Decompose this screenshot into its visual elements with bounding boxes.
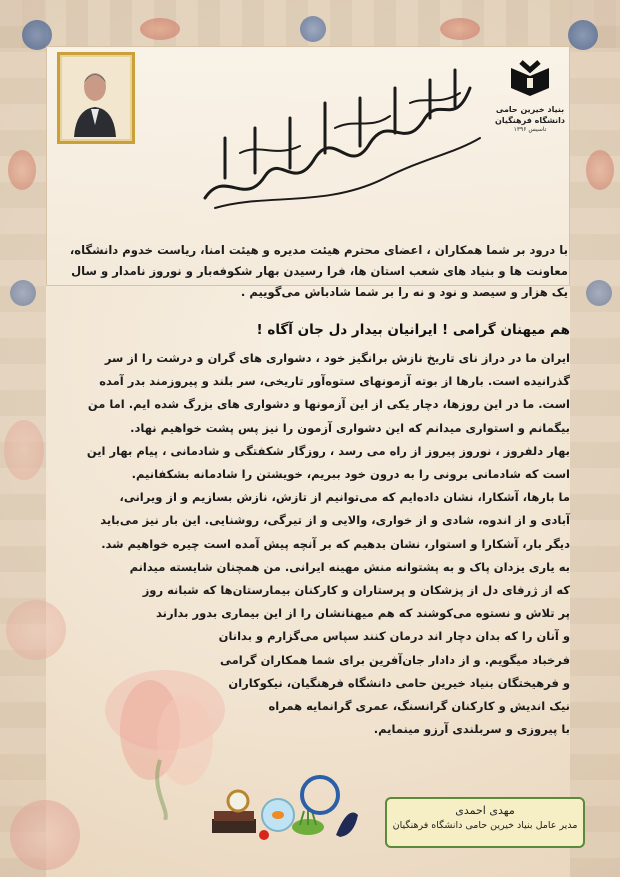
calligraphy-prayer (185, 58, 485, 218)
body-line: پر تلاش و نستوه می‌کوشند که هم میهنانشان را از این بیماری بدور بدارند (156, 606, 570, 621)
body-line: گذرانیده است. بارها از بوته آزمونهای ستوه‌آور تاریخی، سر بلند و پیروزمند بدر آمده (99, 374, 570, 389)
body-line: بهار دلفروز ، نوروز پیروز از راه می رسد ، روزگار شکفتگی و شادمانی ، پیام بهار این (86, 443, 570, 458)
border-ornament (10, 280, 36, 306)
intro-line: یک هزار و سیصد و نود و نه را بر شما شادباش می‌گوییم . (240, 285, 568, 299)
intro-line: معاونت ها و بنیاد های شعب استان ها، فرا رسیدن بهار شکوفه‌بار و نوروز نامدار و سال (71, 264, 568, 278)
border-ornament (300, 16, 326, 42)
body-line: ما بارها، آشکارا، نشان داده‌ایم که می‌توانیم از تازش، نازش بسازیم و از ویرانی، (119, 490, 570, 505)
haftsin-illustration (208, 765, 368, 845)
body-line: بیگمانم و استواری میدانم که این دشواری آزمون را نیز پس پشت خواهیم نهاد. (130, 420, 570, 435)
body-line: است. ما در این روزها، دچار یکی از این آزمونها و دشواری های بزرگ شده ایم. اما من (87, 397, 570, 412)
border-ornament (8, 150, 36, 190)
border-ornament (140, 18, 180, 40)
signature-box (385, 797, 585, 848)
body-line: نیک اندیش و کارکنان گرانسنگ، عمری گرانمایه همراه (268, 699, 570, 714)
book-logo-icon (507, 58, 553, 98)
border-ornament (10, 800, 80, 870)
border-ornament (568, 20, 598, 50)
body-line: است که شادمانی برونی را به درون خود ببریم، خویشتن را شادمانه بشکفانیم. (131, 467, 570, 482)
ornamental-border-right (570, 0, 620, 877)
body-line: ایران ما در دراز نای تاریخ نازش برانگیز خود ، دشواری های گران و درشت را از سر (104, 351, 570, 365)
signatory-name: مهدی احمدی (455, 804, 515, 817)
person-icon (74, 65, 116, 137)
message-heading: هم میهنان گرامی ! ایرانیان بیدار دل جان آگاه ! (256, 322, 570, 338)
signatory-title: مدیر عامل بنیاد خیرین حامی دانشگاه فرهنگیان (392, 820, 578, 831)
border-ornament (586, 280, 612, 306)
border-ornament (4, 420, 44, 480)
body-line: فرخباد میگویم. و از دادار جان‌آفرین برای شما همکاران گرامی (220, 652, 570, 667)
intro-paragraph (58, 240, 568, 303)
foundation-logo (494, 58, 566, 146)
body-line: دیگر بار، آشکارا و استوار، نشان بدهیم که بر آنچه پیش آمده است چیره خواهیم شد. (101, 536, 570, 551)
border-ornament (586, 150, 614, 190)
body-line: آبادی و از اندوه، شادی و از خواری، والایی و از تیرگی، روشنایی. این بار نیز می‌باید (100, 513, 570, 528)
intro-line: با درود بر شما همکاران ، اعضای محترم هیئت مدیره و هیئت امنا، ریاست خدوم دانشگاه، (69, 243, 568, 257)
body-line: به یاری یزدان پاک و به پشتوانه منش مهینه ایرانی. من همچنان شایسته میدانم (129, 559, 570, 574)
body-line: و آنان را که بدان دچار اند درمان کنند سپاس می‌گزارم و بدانان (218, 629, 570, 644)
body-line: که از ژرفای دل از پزشکان و پرستاران و کارکنان بیمارستان‌ها که شبانه روز (142, 583, 570, 598)
logo-text: بنیاد خیرین حامی دانشگاه فرهنگیان (495, 105, 565, 125)
border-ornament (6, 600, 66, 660)
body-line: با پیروزی و سربلندی آرزو مینمایم. (373, 722, 570, 737)
message-body (60, 347, 570, 741)
border-ornament (440, 18, 480, 40)
logo-year: تاسیس ۱۳۹۶ (513, 126, 547, 133)
body-line: و فرهیختگان بنیاد خیرین حامی دانشگاه فرهنگیان، نیکوکاران (228, 675, 570, 690)
portrait-photo (57, 52, 135, 144)
